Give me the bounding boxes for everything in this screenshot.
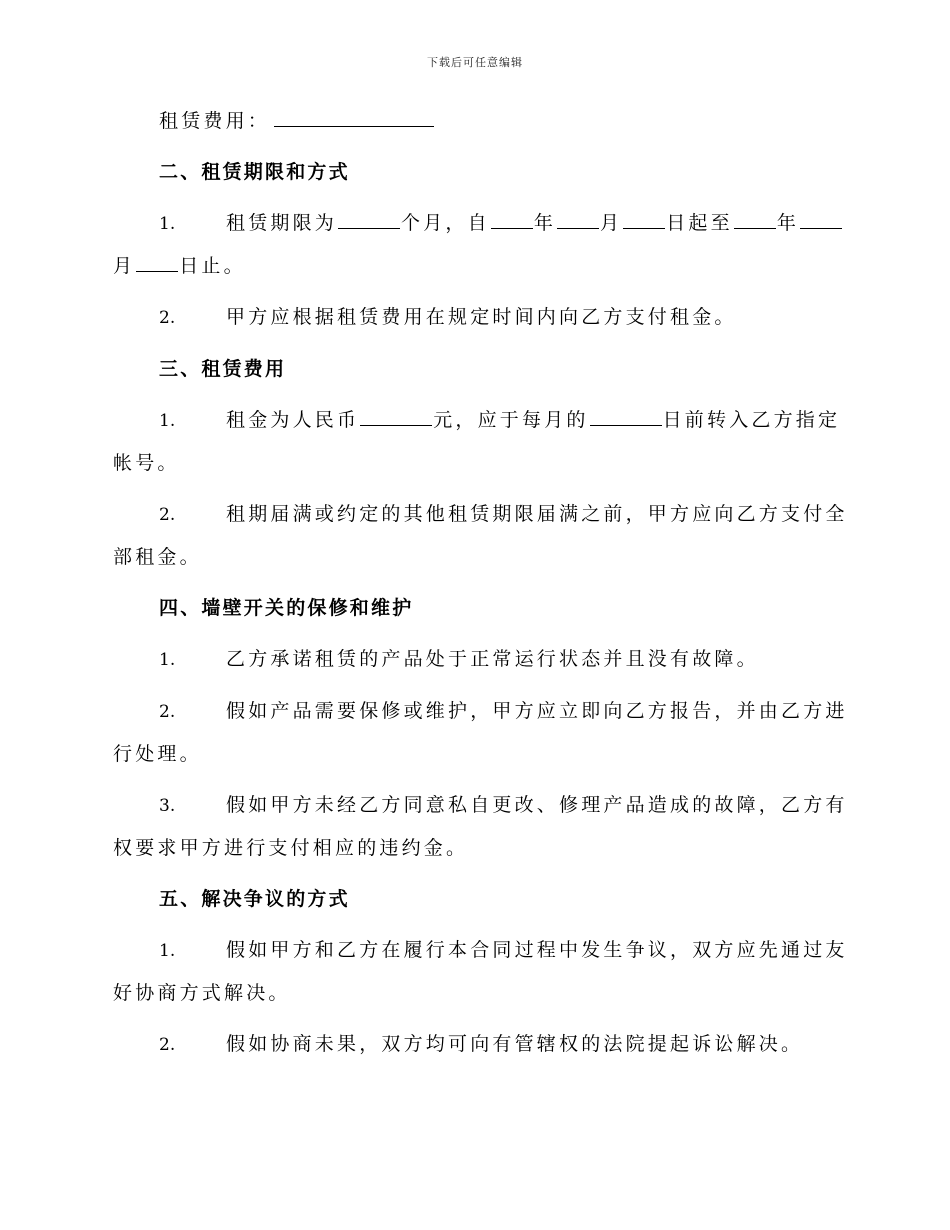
section-5-title: 五、解决争议的方式 [159,888,350,910]
item-text: 月 [113,255,136,277]
section-5-item-2 [113,1023,833,1066]
section-3-title: 三、租赁费用 [159,358,287,380]
item-text: 假如甲方和乙方在履行本合同过程中发生争议，双方应先通过友 [226,939,848,961]
item-number: 2. [159,308,176,328]
item-text: 假如协商未果，双方均可向有管辖权的法院提起诉讼解决。 [226,1033,804,1055]
section-3-item-2 [113,493,848,578]
item-number: 2. [159,1035,176,1055]
start-month-blank [557,212,599,229]
section-2-title: 二、租赁期限和方式 [159,161,350,183]
section-2-item-2 [113,296,833,339]
item-text: 帐号。 [113,452,180,474]
section-2-item-1 [113,202,833,287]
rent-amount-blank [360,409,432,426]
item-number: 2. [159,505,176,525]
item-text: 日起至 [666,212,733,234]
item-text: 租金为人民币 [226,409,360,431]
item-text: 租期届满或约定的其他租赁期限届满之前，甲方应向乙方支付全 [226,503,848,525]
start-year-blank [491,212,533,229]
item-text: 行处理。 [113,743,202,765]
item-number: 1. [159,214,176,234]
item-text: 部租金。 [113,546,202,568]
item-number: 2. [159,702,176,722]
item-text: 乙方承诺租赁的产品处于正常运行状态并且没有故障。 [226,648,759,670]
section-4-item-2 [113,690,848,775]
item-text: 年 [533,212,557,234]
item-text: 甲方应根据租赁费用在规定时间内向乙方支付租金。 [226,306,737,328]
item-text: 月 [600,212,623,234]
item-text: 日前转入乙方指定 [662,409,841,431]
start-day-blank [623,212,665,229]
end-day-blank [136,255,178,272]
rental-fee-line [113,100,833,142]
item-text: 假如产品需要保修或维护，甲方应立即向乙方报告，并由乙方进 [226,700,848,722]
end-year-blank [734,212,776,229]
item-text: 年 [776,212,800,234]
item-number: 3. [159,796,176,816]
months-blank [338,212,400,229]
item-number: 1. [159,411,176,431]
item-text: 日止。 [179,255,246,277]
section-4-item-3 [113,784,848,869]
document-body [113,100,848,1075]
item-number: 1. [159,941,176,961]
page-header: 下载后可任意编辑 [427,56,523,69]
item-text: 好协商方式解决。 [113,982,291,1004]
item-text: 假如甲方未经乙方同意私自更改、修理产品造成的故障，乙方有 [226,794,848,816]
rental-fee-blank [274,110,434,127]
section-5-item-1 [113,929,848,1014]
item-text: 元，应于每月的 [433,409,589,431]
section-4-item-1 [113,638,833,681]
pay-day-blank [590,409,662,426]
item-text: 权要求甲方进行支付相应的违约金。 [113,837,469,859]
end-month-blank [800,212,842,229]
section-3-item-1 [113,399,841,484]
rental-fee-label: 租赁费用： [159,110,271,132]
item-number: 1. [159,650,176,670]
item-text: 个月，自 [401,212,490,234]
section-4-title: 四、墙壁开关的保修和维护 [159,597,414,619]
item-text: 租赁期限为 [226,212,338,234]
